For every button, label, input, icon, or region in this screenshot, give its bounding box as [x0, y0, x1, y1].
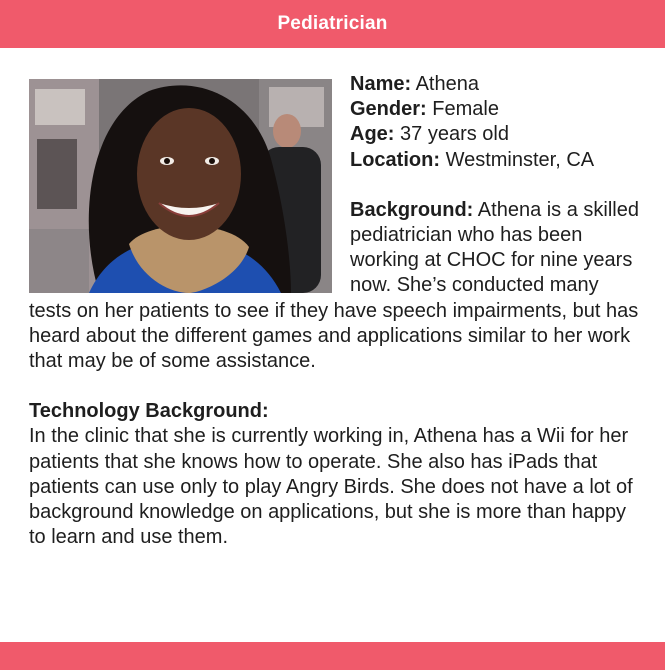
persona-photo [29, 79, 332, 293]
technology-text: In the clinic that she is currently working in, Athena has a Wii for her patients that she knows how to operate. She also has iPads that patients can use only to play Angry Birds. She does not have a lot of background knowledge on applications, but she is more than happy to learn and use them. [29, 425, 633, 549]
name-value: Athena [415, 73, 479, 95]
persona-photo-illustration [29, 79, 332, 293]
background-label: Background: [350, 198, 474, 221]
technology-heading: Technology Background: [29, 400, 269, 423]
age-label: Age: [350, 123, 395, 146]
persona-content [29, 72, 639, 550]
footer-bar [0, 642, 665, 670]
gender-label: Gender: [350, 98, 427, 121]
gender-value: Female [432, 98, 499, 121]
location-value: Westminster, CA [445, 148, 595, 171]
location-label: Location: [350, 148, 440, 171]
age-value: 37 years old [400, 123, 509, 146]
technology-section [29, 399, 639, 550]
background-text: Athena is a skilled pediatrician who has been working at CHOC for nine years now. She’s conducted many tests on her patients to see if they have speech impairments, but has heard about the different games and applications similar to her work that may be of some assistance. [29, 198, 639, 373]
name-label: Name: [350, 73, 412, 95]
header-bar [0, 0, 665, 48]
page-title: Pediatrician [277, 13, 388, 34]
